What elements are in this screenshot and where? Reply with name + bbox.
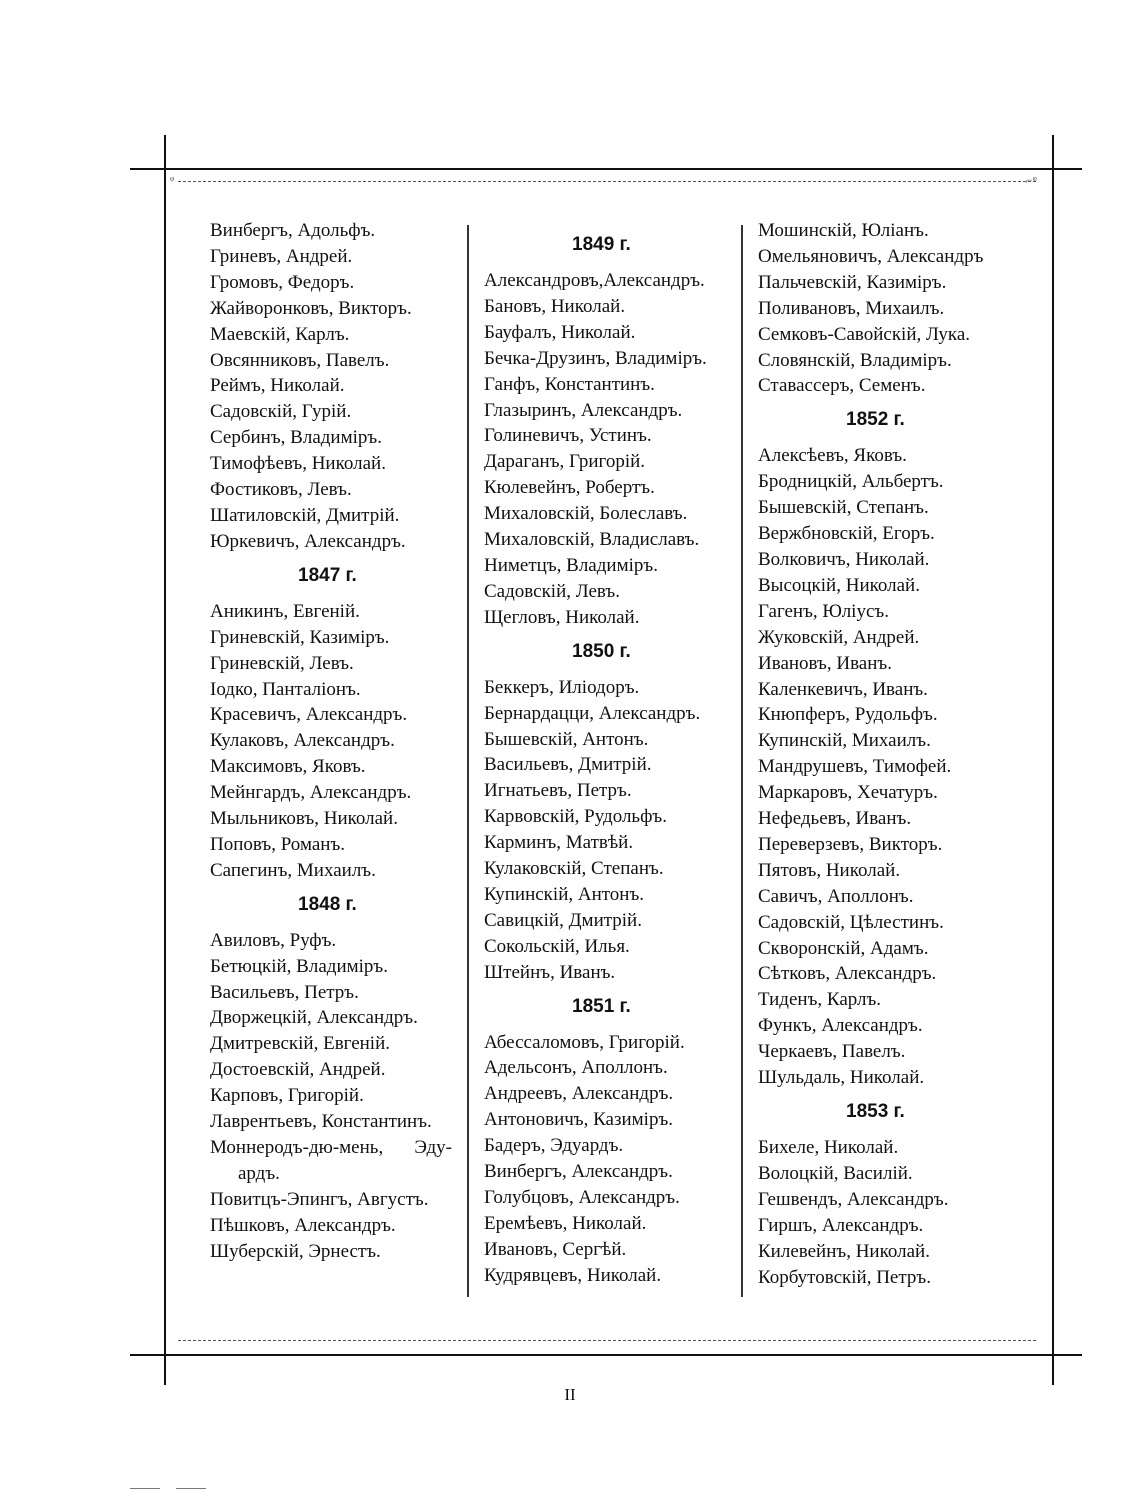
- name-entry: Михаловскій, Владиславъ.: [484, 529, 700, 551]
- name-entry: Беккеръ, Иліодоръ.: [484, 676, 640, 698]
- name-entry: Мандрушевъ, Тимофей.: [758, 756, 952, 778]
- name-entry: Кулаковъ, Александръ.: [210, 730, 395, 752]
- name-entry: Шатиловскій, Дмитрій.: [210, 504, 400, 526]
- name-entry: Карповъ, Григорій.: [210, 1085, 364, 1107]
- name-entry: Шуберскій, Эрнестъ.: [210, 1240, 381, 1262]
- left-frame-rule: [164, 135, 166, 1385]
- name-entry: Александровъ,Александръ.: [484, 270, 705, 291]
- name-entry: Васильевъ, Петръ.: [210, 981, 359, 1003]
- name-entry: Бихеле, Николай.: [758, 1137, 899, 1158]
- name-entry: Іодко, Панталіонъ.: [210, 678, 361, 700]
- section-1852: [758, 399, 983, 1091]
- name-entry: Дмитревскій, Евгеній.: [210, 1033, 391, 1055]
- name-entry: Савицкій, Дмитрій.: [484, 909, 642, 931]
- section-untitled: [210, 218, 452, 555]
- name-entry: Гриневскій, Казиміръ.: [210, 626, 390, 648]
- name-entry: Реймъ, Николай.: [210, 375, 345, 397]
- name-entry: Дворжецкій, Александръ.: [210, 1007, 418, 1029]
- name-entry: Ставассеръ, Семенъ.: [758, 375, 926, 397]
- name-entry: Тиденъ, Карлъ.: [758, 989, 882, 1011]
- section-1849: [484, 226, 707, 631]
- section-1848: [210, 884, 452, 1265]
- bottom-frame-rule: [130, 1354, 1082, 1356]
- name-entry: Пальчевскій, Казиміръ.: [758, 271, 947, 293]
- name-entry: Гриневъ, Андрей.: [210, 245, 353, 267]
- name-entry: Корбутовскій, Петръ.: [758, 1266, 931, 1288]
- name-entry: Функъ, Александръ.: [758, 1015, 923, 1037]
- name-entry: Авиловъ, Руфъ.: [210, 929, 337, 951]
- year-heading: 1848 г.: [298, 893, 357, 915]
- name-entry: Кулаковскій, Степанъ.: [484, 858, 664, 880]
- footer-mark-left: [130, 1488, 160, 1489]
- name-entry: Красевичъ, Александръ.: [210, 704, 408, 726]
- name-entry: Дараганъ, Григорій.: [484, 451, 646, 473]
- name-entry: Бышевскій, Степанъ.: [758, 497, 929, 519]
- name-entry: Еремѣевъ, Николай.: [484, 1212, 647, 1234]
- name-entry: Голубцовъ, Александръ.: [484, 1187, 680, 1208]
- name-entry: Мыльниковъ, Николай.: [210, 808, 398, 830]
- name-entry: Маевскій, Карлъ.: [210, 323, 350, 345]
- name-entry: Щегловъ, Николай.: [484, 606, 640, 628]
- name-entry: Сапегинъ, Михаилъ.: [210, 859, 376, 881]
- name-entry: Омельяновичъ, Александръ: [758, 245, 984, 267]
- year-heading: 1847 г.: [298, 564, 357, 586]
- section-continued: [758, 218, 983, 399]
- name-entry: Алексѣевъ, Яковъ.: [758, 445, 907, 467]
- footer-mark-right: [176, 1488, 206, 1489]
- name-entry: Маркаровъ, Хечатуръ.: [758, 782, 938, 804]
- name-entry: Купинскій, Михаилъ.: [758, 730, 931, 752]
- name-entry: Сѣтковъ, Александръ.: [758, 963, 937, 985]
- name-entry: Михаловскій, Болеславъ.: [484, 503, 688, 525]
- name-entry: Бановъ, Николай.: [484, 295, 626, 317]
- name-entry: Савичъ, Аполлонъ.: [758, 885, 914, 907]
- name-entry: Семковъ-Савойскій, Лука.: [758, 323, 971, 345]
- name-entry: Ганфъ, Константинъ.: [484, 373, 655, 395]
- name-entry: Ивановъ, Иванъ.: [758, 652, 892, 674]
- section-1853: [758, 1091, 983, 1290]
- name-entry: Антоновичъ, Казиміръ.: [484, 1109, 674, 1131]
- name-entry: Бышевскій, Антонъ.: [484, 728, 649, 750]
- name-entry: Сокольскій, Илья.: [484, 935, 630, 957]
- name-entry: Садовскій, Цѣлестинъ.: [758, 911, 944, 933]
- name-entry: Кюлевейнъ, Робертъ.: [484, 477, 655, 499]
- year-heading: 1852 г.: [846, 409, 905, 431]
- name-entry: Мошинскій, Юліанъ.: [758, 220, 929, 241]
- section-1850: [484, 631, 707, 986]
- year-heading: 1849 г.: [572, 234, 631, 255]
- name-entry: Карминъ, Матвѣй.: [484, 832, 634, 854]
- name-entry: Игнатьевъ, Петръ.: [484, 780, 632, 802]
- top-frame-rule: [130, 168, 1082, 170]
- name-entry: Скворонскій, Адамъ.: [758, 937, 929, 959]
- bottom-dashed-border: [178, 1340, 1036, 1341]
- section-1851: [484, 986, 707, 1289]
- name-entry: Винбергъ, Александръ.: [484, 1161, 673, 1183]
- name-entry: Винбергъ, Адольфъ.: [210, 220, 376, 241]
- column-2: [484, 226, 707, 1289]
- section-1847: [210, 555, 452, 884]
- name-entry: Высоцкій, Николай.: [758, 574, 920, 596]
- name-entry: Ниметцъ, Владиміръ.: [484, 554, 658, 576]
- page-number: II: [564, 1385, 576, 1404]
- corner-ornament-top-left: ᵠ: [170, 173, 175, 187]
- name-entry: Садовскій, Гурій.: [210, 401, 352, 423]
- name-entry: Мейнгардъ, Александръ.: [210, 782, 412, 804]
- name-entry: Вержбновскій, Егоръ.: [758, 523, 935, 545]
- name-entry: Жайворонковъ, Викторъ.: [210, 297, 412, 319]
- name-entry: Шульдаль, Николай.: [758, 1067, 925, 1089]
- name-entry: Достоевскій, Андрей.: [210, 1059, 386, 1081]
- name-entry: Бадеръ, Эдуардъ.: [484, 1135, 624, 1157]
- name-entry: Гриневскій, Левъ.: [210, 652, 354, 674]
- year-heading: 1851 г.: [572, 995, 631, 1017]
- name-entry: Черкаевъ, Павелъ.: [758, 1041, 906, 1063]
- name-entry: Словянскій, Владиміръ.: [758, 349, 952, 371]
- name-entry: Абессаломовъ, Григорій.: [484, 1031, 685, 1053]
- name-entry: Волоцкій, Василій.: [758, 1162, 913, 1184]
- name-entry: Волковичъ, Николай.: [758, 548, 930, 570]
- name-entry: Глазыринъ, Александръ.: [484, 399, 683, 421]
- name-entry: Кнюпферъ, Рудольфъ.: [758, 704, 938, 726]
- name-entry: Бернардацци, Александръ.: [484, 702, 701, 724]
- name-entry-continuation: ардъ.: [238, 1162, 280, 1184]
- name-entry: Повитцъ-Эпингъ, Августъ.: [210, 1188, 429, 1210]
- name-entry: Кудрявцевъ, Николай.: [484, 1264, 662, 1286]
- corner-ornament-top-right: ⌐ᵠ: [1026, 173, 1037, 187]
- name-entry: Максимовъ, Яковъ.: [210, 756, 366, 778]
- name-entry: Гешвендъ, Александръ.: [758, 1188, 949, 1210]
- name-entry: Фостиковъ, Левъ.: [210, 479, 352, 501]
- name-entry: Штейнъ, Иванъ.: [484, 961, 616, 983]
- right-frame-rule: [1052, 135, 1054, 1385]
- name-entry: Сербинъ, Владиміръ.: [210, 427, 382, 449]
- name-entry: Бечка-Друзинъ, Владиміръ.: [484, 347, 707, 369]
- name-entry: Овсянниковъ, Павелъ.: [210, 349, 390, 371]
- name-entry: Поливановъ, Михаилъ.: [758, 297, 945, 319]
- name-entry: Гагенъ, Юліусъ.: [758, 600, 889, 622]
- name-entry: Садовскій, Левъ.: [484, 580, 621, 602]
- name-entry: Андреевъ, Александръ.: [484, 1083, 674, 1105]
- column-3: [758, 218, 983, 1290]
- name-entry: Аникинъ, Евгеній.: [210, 600, 360, 622]
- name-entry: Пятовъ, Николай.: [758, 859, 901, 881]
- name-entry: Каленкевичъ, Иванъ.: [758, 678, 928, 700]
- name-entry: Бродницкій, Альбертъ.: [758, 471, 944, 493]
- name-entry: Переверзевъ, Викторъ.: [758, 833, 943, 855]
- name-entry: Голиневичъ, Устинъ.: [484, 425, 652, 447]
- name-entry: Моннеродъ-дю-мень, Эду-: [210, 1137, 452, 1158]
- name-entry: Громовъ, Федоръ.: [210, 271, 355, 293]
- column-1: [210, 218, 452, 1265]
- name-entry: Ивановъ, Сергѣй.: [484, 1238, 627, 1260]
- column-divider-2: [741, 225, 743, 1297]
- name-entry: Гиршъ, Александръ.: [758, 1214, 924, 1236]
- name-entry: Карвовскій, Рудольфъ.: [484, 806, 667, 828]
- name-entry: Нефедьевъ, Иванъ.: [758, 808, 912, 830]
- name-entry: Килевейнъ, Николай.: [758, 1240, 930, 1262]
- name-entry: Лаврентьевъ, Константинъ.: [210, 1111, 432, 1133]
- name-entry: Купинскій, Антонъ.: [484, 883, 645, 905]
- name-entry: Юркевичъ, Александръ.: [210, 530, 406, 552]
- name-entry: Жуковскій, Андрей.: [758, 626, 920, 648]
- name-entry: Васильевъ, Дмитрій.: [484, 754, 652, 776]
- year-heading: 1853 г.: [846, 1101, 905, 1122]
- column-divider-1: [467, 225, 469, 1297]
- name-entry: Бауфалъ, Николай.: [484, 321, 636, 343]
- name-entry: Пѣшковъ, Александръ.: [210, 1214, 396, 1236]
- name-entry: Тимофѣевъ, Николай.: [210, 453, 386, 475]
- name-entry: Бетюцкій, Владиміръ.: [210, 955, 388, 977]
- name-entry: Адельсонъ, Аполлонъ.: [484, 1057, 668, 1079]
- year-heading: 1850 г.: [572, 640, 631, 662]
- name-entry: Поповъ, Романъ.: [210, 833, 346, 855]
- top-dashed-border: [178, 181, 1036, 182]
